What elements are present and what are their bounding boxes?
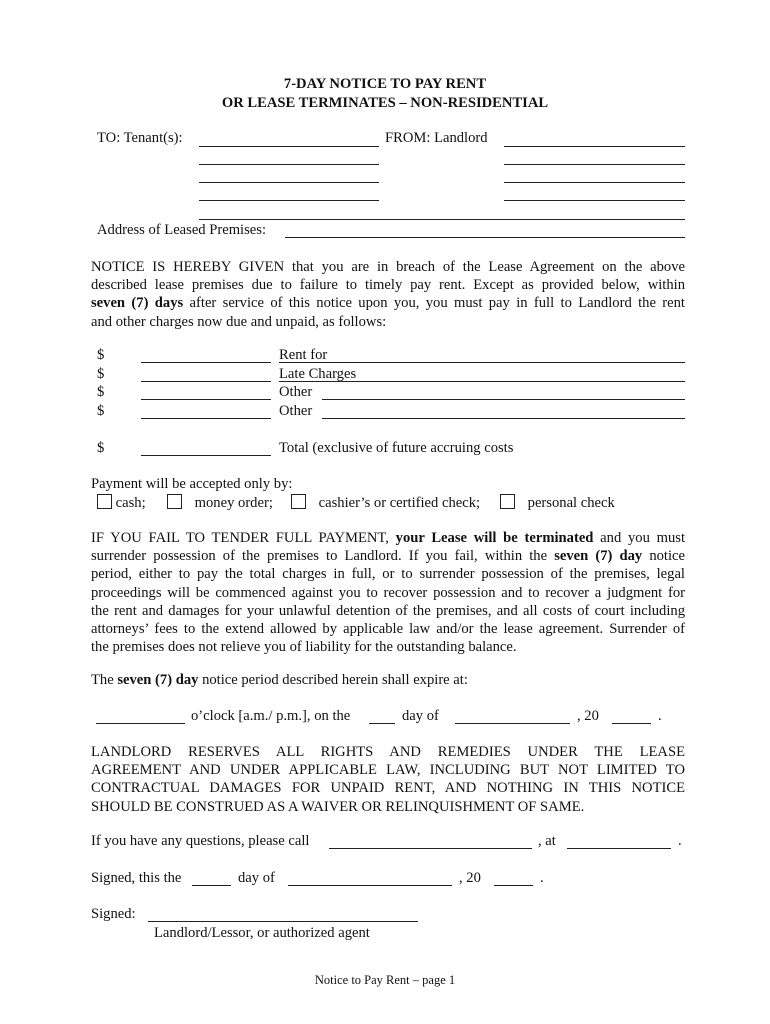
- phone-number-line[interactable]: [567, 848, 671, 849]
- fail-line-1: [91, 529, 685, 547]
- day-of-text: day of: [402, 708, 439, 724]
- signed-this-text: Signed, this the: [91, 870, 182, 886]
- money-order-checkbox[interactable]: [167, 494, 182, 509]
- notice-line-3: [91, 294, 685, 312]
- period: .: [658, 708, 662, 724]
- cash-checkbox[interactable]: [97, 494, 112, 509]
- payment-option: [500, 494, 615, 512]
- signature-line[interactable]: [148, 921, 418, 922]
- charge-currency: $: [97, 366, 105, 382]
- address-line[interactable]: [285, 237, 685, 238]
- charge-currency: $: [97, 347, 105, 363]
- cashiers-check-checkbox[interactable]: [291, 494, 306, 509]
- charge-label: Other: [279, 384, 313, 400]
- questions-at: , at: [538, 833, 556, 849]
- payment-heading: Payment will be accepted only by:: [91, 476, 293, 492]
- address-line-top[interactable]: [199, 219, 685, 220]
- expire-a: The: [91, 672, 118, 688]
- notice-paragraph: [91, 258, 685, 331]
- year-prefix: , 20: [577, 708, 599, 724]
- fail-line-2c: notice: [642, 548, 685, 565]
- landlord-line-4[interactable]: [504, 200, 685, 201]
- fail-line-7: the premises does not relieve you of liability for the outstanding balance.: [91, 639, 517, 656]
- payment-option: [167, 494, 273, 512]
- charge-desc-line[interactable]: [322, 418, 685, 419]
- questions-text: If you have any questions, please call: [91, 833, 310, 849]
- tenant-line-2[interactable]: [199, 164, 379, 165]
- charge-amount-line[interactable]: [141, 362, 271, 363]
- page-footer: Notice to Pay Rent – page 1: [314, 973, 456, 987]
- charge-desc-line[interactable]: [322, 399, 685, 400]
- landlord-line-3[interactable]: [504, 182, 685, 183]
- oclock-text: o’clock [a.m./ p.m.], on the: [191, 708, 351, 724]
- address-label: Address of Leased Premises:: [97, 222, 267, 238]
- signed-label: Signed:: [91, 906, 136, 922]
- notice-title: 7-DAY NOTICE TO PAY RENT: [283, 76, 487, 92]
- charge-label: Rent for: [279, 347, 328, 363]
- payment-option: [291, 494, 480, 512]
- fail-line-6: attorneys’ fees to the extend allowed by applicable law and/or the lease agreement. Surrender of: [91, 621, 685, 638]
- fail-line-5: the rent and damages for your unlawful detention of the premises, and all costs of court including: [91, 602, 685, 619]
- notice-subtitle: OR LEASE TERMINATES – NON-RESIDENTIAL: [221, 95, 549, 111]
- notice-line-2: described lease premises due to failure to timely pay rent. Except as provided below, within: [91, 277, 685, 294]
- fail-line-1a: IF YOU FAIL TO TENDER FULL PAYMENT,: [91, 530, 396, 546]
- tenant-label: TO: Tenant(s):: [97, 130, 183, 146]
- time-line[interactable]: [96, 723, 185, 724]
- tenant-line-4[interactable]: [199, 200, 379, 201]
- personal-check-label: personal check: [527, 495, 615, 511]
- personal-check-checkbox[interactable]: [500, 494, 515, 509]
- money-order-label: money order;: [194, 495, 273, 511]
- landlord-label: FROM: Landlord: [385, 130, 488, 146]
- charge-amount-line[interactable]: [141, 399, 271, 400]
- fail-paragraph: [91, 529, 685, 656]
- cashiers-check-label: cashier’s or certified check;: [318, 495, 481, 511]
- total-label: Total (exclusive of future accruing costs: [279, 440, 514, 456]
- day-number-line[interactable]: [369, 723, 395, 724]
- questions-period: .: [678, 833, 682, 849]
- lease-terminated-bold: your Lease will be terminated: [395, 530, 594, 546]
- month-line[interactable]: [455, 723, 570, 724]
- tenant-line-1[interactable]: [199, 146, 379, 147]
- fail-line-4: proceedings will be commenced against you to recover possession and to recover a judgment for: [91, 584, 685, 601]
- landlord-line-1[interactable]: [504, 146, 685, 147]
- signed-year-line[interactable]: [494, 885, 533, 886]
- signature-caption: Landlord/Lessor, or authorized agent: [154, 925, 370, 941]
- tenant-line-3[interactable]: [199, 182, 379, 183]
- charge-desc-line[interactable]: [279, 381, 685, 382]
- phone-contact-line[interactable]: [329, 848, 532, 849]
- charge-currency: $: [97, 384, 105, 400]
- expire-bold: seven (7) day: [117, 672, 199, 688]
- charge-label: Other: [279, 403, 313, 419]
- signed-period: .: [540, 870, 544, 886]
- charge-currency: $: [97, 403, 105, 419]
- cash-label: cash;: [115, 495, 146, 511]
- charge-desc-line[interactable]: [279, 362, 685, 363]
- reserves-line-4: SHOULD BE CONSTRUED AS A WAIVER OR RELINQUISHMENT OF SAME.: [91, 798, 585, 815]
- seven-day-bold: seven (7) day: [554, 548, 643, 565]
- reserves-line-2: AGREEMENT AND UNDER APPLICABLE LAW, INCLUDING BUT NOT LIMITED TO: [91, 762, 685, 779]
- seven-days-bold: seven (7) days: [91, 295, 184, 312]
- fail-line-2a: surrender possession of the premises to Landlord. If you fail, within the: [91, 548, 555, 565]
- payment-options: [97, 494, 146, 512]
- signed-day-line[interactable]: [192, 885, 231, 886]
- charge-amount-line[interactable]: [141, 381, 271, 382]
- reserves-line-3: CONTRACTUAL DAMAGES FOR UNPAID RENT, AND NOTHING IN THIS NOTICE: [91, 780, 685, 797]
- fail-line-1c: and you must: [593, 530, 685, 546]
- signed-month-line[interactable]: [288, 885, 452, 886]
- notice-line-3-rest: after service of this notice upon you, you must pay in full to Landlord the rent: [183, 295, 685, 312]
- expire-text: [91, 672, 468, 689]
- total-amount-line[interactable]: [141, 455, 271, 456]
- notice-line-1: NOTICE IS HEREBY GIVEN that you are in breach of the Lease Agreement on the above: [91, 259, 685, 275]
- signed-year-prefix: , 20: [459, 870, 481, 886]
- fail-line-2: [91, 547, 685, 565]
- reserves-line-1: LANDLORD RESERVES ALL RIGHTS AND REMEDIES UNDER THE LEASE: [91, 744, 685, 760]
- total-currency: $: [97, 440, 105, 456]
- notice-line-4: and other charges now due and unpaid, as follows:: [91, 313, 387, 330]
- signed-day-of: day of: [238, 870, 275, 886]
- reserves-paragraph: [91, 743, 685, 816]
- expire-c: notice period described herein shall expire at:: [198, 672, 468, 688]
- year-line[interactable]: [612, 723, 651, 724]
- charge-label: Late Charges: [279, 366, 357, 382]
- fail-line-3: period, either to pay the total charges in full, or to surrender possession of the premises, legal: [91, 566, 685, 583]
- charge-amount-line[interactable]: [141, 418, 271, 419]
- landlord-line-2[interactable]: [504, 164, 685, 165]
